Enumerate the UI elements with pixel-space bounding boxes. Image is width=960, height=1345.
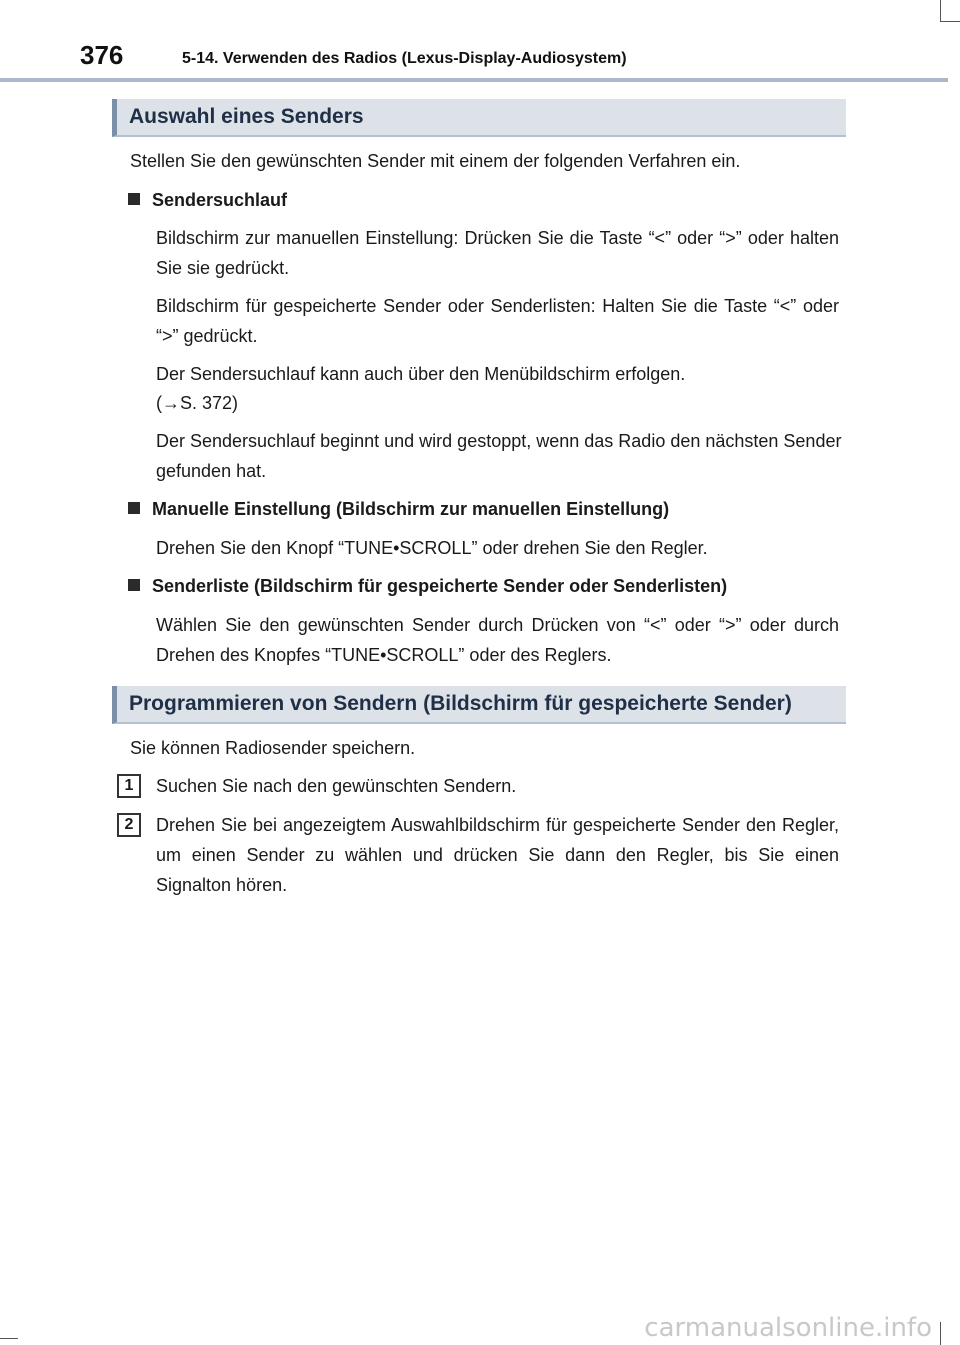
- section-heading-programmieren: [112, 686, 846, 724]
- square-bullet-icon: [128, 502, 140, 514]
- paragraph: Der Sendersuchlauf beginnt und wird gestoppt, wenn das Radio den nächsten Sender gefunden hat.: [156, 431, 842, 481]
- paragraph: Bildschirm zur manuellen Einstellung: Drücken Sie die Taste “<” oder “>” oder halten Sie sie gedrückt.: [156, 228, 839, 278]
- crop-mark: [940, 0, 941, 22]
- section-intro: Stellen Sie den gewünschten Sender mit einem der folgenden Verfahren ein.: [130, 151, 741, 171]
- bullet-heading-label: Senderliste (Bildschirm für gespeicherte Sender oder Senderlisten): [152, 576, 728, 596]
- chapter-title: 5-14. Verwenden des Radios (Lexus-Display-Audiosystem): [182, 50, 627, 67]
- crop-mark: [940, 1322, 941, 1345]
- step-number-badge: 1: [117, 774, 141, 798]
- crop-mark: [0, 1338, 18, 1339]
- paragraph: Der Sendersuchlauf kann auch über den Menübildschirm erfolgen.: [156, 364, 686, 384]
- bullet-heading-label: Manuelle Einstellung (Bildschirm zur manuellen Einstellung): [152, 499, 670, 519]
- square-bullet-icon: [128, 579, 140, 591]
- bullet-heading-manuelle-einstellung: [128, 494, 669, 524]
- step-text: Drehen Sie bei angezeigtem Auswahlbildschirm für gespeicherte Sender den Regler, um einen Sender zu wählen und drücken Sie dann den Regler, bis Sie einen Signalton hören.: [156, 815, 839, 895]
- section-heading-auswahl: [112, 99, 846, 137]
- watermark: carmanualsonline.info: [644, 1313, 932, 1343]
- bullet-heading-label: Sendersuchlauf: [152, 190, 288, 210]
- square-bullet-icon: [128, 193, 140, 205]
- section-title: Programmieren von Sendern (Bildschirm für gespeicherte Sender): [129, 692, 792, 715]
- crop-mark: [940, 21, 960, 22]
- paragraph: Bildschirm für gespeicherte Sender oder Senderlisten: Halten Sie die Taste “<” oder “>” gedrückt.: [156, 296, 839, 346]
- section-title: Auswahl eines Senders: [129, 105, 364, 128]
- page-number: 376: [80, 40, 124, 70]
- step-text: Suchen Sie nach den gewünschten Sendern.: [156, 776, 517, 796]
- bullet-heading-sendersuchlauf: [128, 185, 287, 215]
- bullet-heading-senderliste: [128, 571, 727, 601]
- paragraph: Wählen Sie den gewünschten Sender durch Drücken von “<” oder “>” oder durch Drehen des Knopfes “TUNE•SCROLL” oder des Reglers.: [156, 615, 839, 665]
- header-rule: [0, 78, 948, 82]
- page-reference: (→S. 372): [156, 393, 239, 413]
- paragraph: Drehen Sie den Knopf “TUNE•SCROLL” oder drehen Sie den Regler.: [156, 538, 708, 558]
- step-number-badge: 2: [117, 813, 141, 837]
- section-intro: Sie können Radiosender speichern.: [130, 738, 416, 758]
